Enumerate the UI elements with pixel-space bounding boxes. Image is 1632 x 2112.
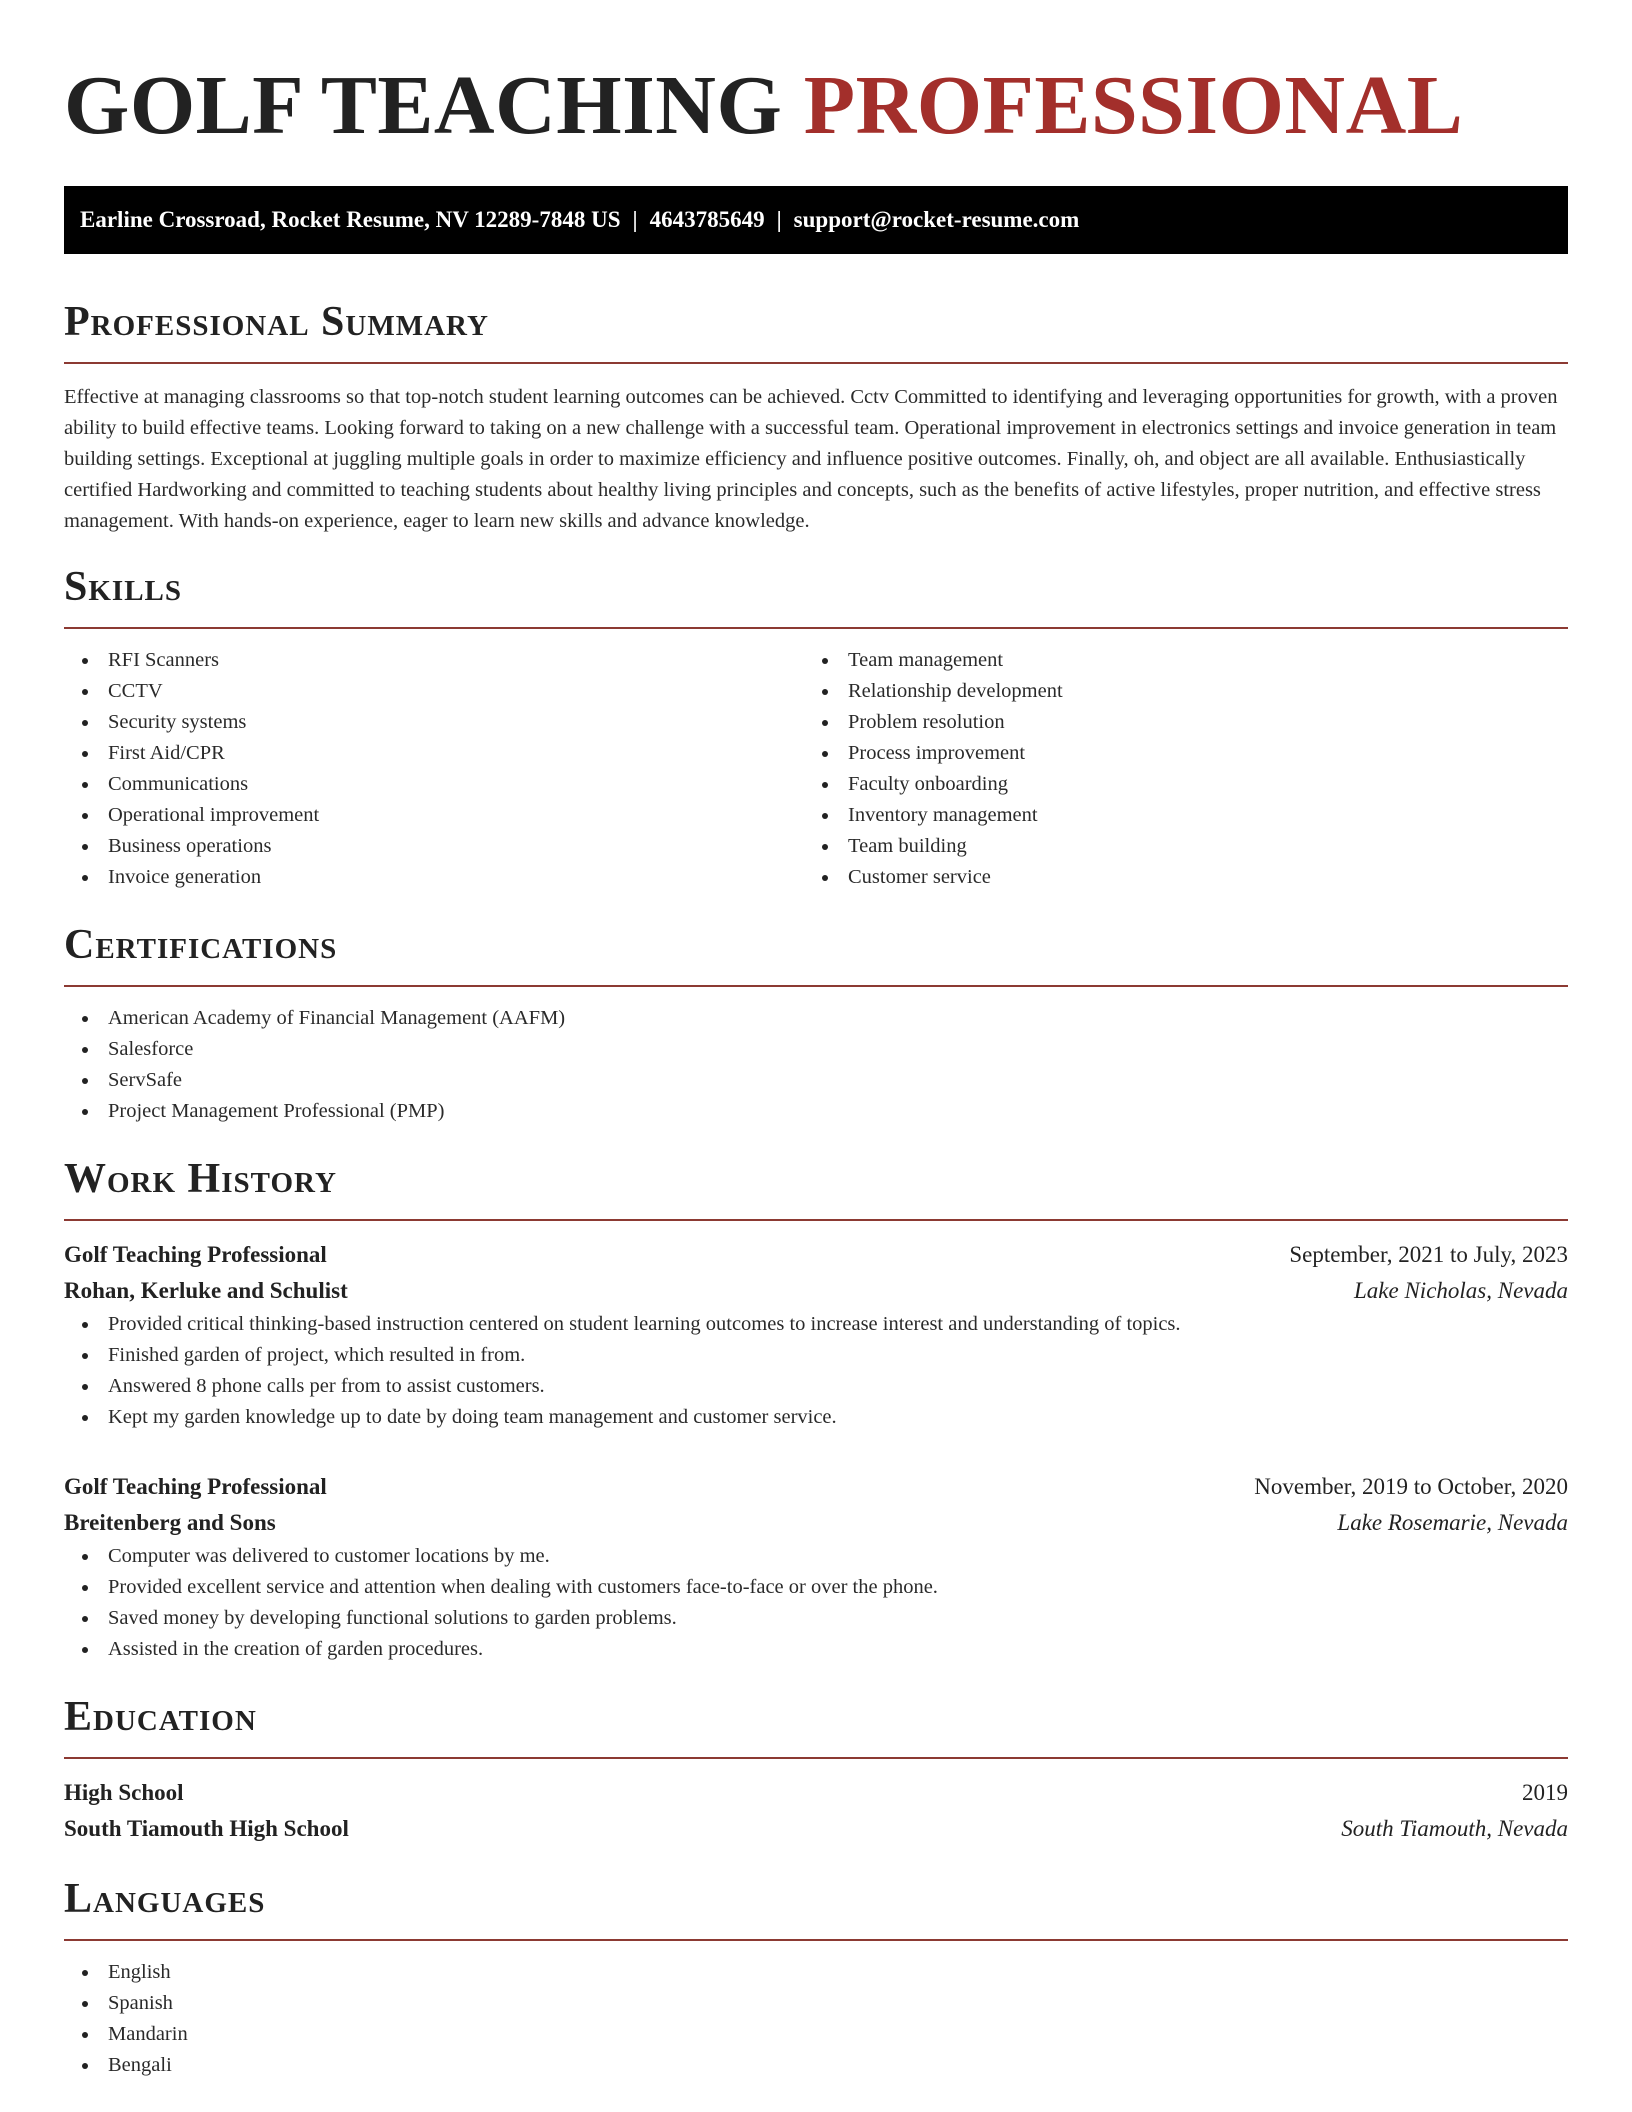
contact-email: support@rocket-resume.com	[793, 207, 1080, 232]
section-heading-work: Work History	[64, 1156, 337, 1202]
job-entry	[64, 1237, 1568, 1433]
resume-title	[64, 58, 1568, 154]
language-item: Mandarin	[64, 2019, 1568, 2050]
job-bullet: Computer was delivered to customer locations by me.	[64, 1541, 1568, 1572]
section-divider	[64, 362, 1568, 364]
skill-item: CCTV	[64, 676, 804, 707]
title-accent: PROFESSIONAL	[803, 59, 1464, 152]
job-header-row	[64, 1237, 1568, 1273]
skill-item: First Aid/CPR	[64, 738, 804, 769]
skill-item: Relationship development	[804, 676, 1544, 707]
skills-grid	[64, 645, 1568, 893]
skill-item: Operational improvement	[64, 800, 804, 831]
education-degree: High School	[64, 1780, 184, 1805]
job-company: Breitenberg and Sons	[64, 1510, 276, 1535]
education-year: 2019	[1522, 1780, 1568, 1805]
section-heading-education: Education	[64, 1694, 257, 1740]
contact-address: Earline Crossroad, Rocket Resume, NV 12289-7848 US	[80, 207, 621, 232]
job-bullet: Provided critical thinking-based instruction centered on student learning outcomes to increase interest and understanding of topics.	[64, 1309, 1568, 1340]
work-history-section	[64, 1153, 1568, 1665]
languages-list	[64, 1957, 1568, 2081]
job-title: Golf Teaching Professional	[64, 1242, 327, 1267]
contact-bar	[64, 186, 1568, 254]
section-divider	[64, 1939, 1568, 1941]
language-item: Bengali	[64, 2050, 1568, 2081]
skill-item: Team building	[804, 831, 1544, 862]
skill-item: RFI Scanners	[64, 645, 804, 676]
job-bullet: Finished garden of project, which resulted in from.	[64, 1340, 1568, 1371]
skill-item: Security systems	[64, 707, 804, 738]
job-bullets	[64, 1309, 1568, 1433]
certification-item: Project Management Professional (PMP)	[64, 1096, 1568, 1127]
job-header-row	[64, 1469, 1568, 1505]
education-school-row	[64, 1811, 1568, 1847]
contact-separator: |	[632, 207, 638, 232]
job-bullet: Answered 8 phone calls per from to assist customers.	[64, 1371, 1568, 1402]
education-location: South Tiamouth, Nevada	[1341, 1816, 1568, 1841]
education-school: South Tiamouth High School	[64, 1816, 349, 1841]
job-bullet: Assisted in the creation of garden procedures.	[64, 1634, 1568, 1665]
skill-item: Problem resolution	[804, 707, 1544, 738]
job-bullet: Saved money by developing functional solutions to garden problems.	[64, 1603, 1568, 1634]
job-company: Rohan, Kerluke and Schulist	[64, 1278, 348, 1303]
section-heading-languages: Languages	[64, 1876, 266, 1922]
section-divider	[64, 985, 1568, 987]
job-dates: November, 2019 to October, 2020	[1254, 1474, 1568, 1499]
job-bullet: Kept my garden knowledge up to date by doing team management and customer service.	[64, 1402, 1568, 1433]
education-degree-row	[64, 1775, 1568, 1811]
job-bullets	[64, 1541, 1568, 1665]
certification-item: American Academy of Financial Management (AAFM)	[64, 1003, 1568, 1034]
section-heading-summary: Professional Summary	[64, 299, 489, 345]
job-company-row	[64, 1505, 1568, 1541]
skill-item: Business operations	[64, 831, 804, 862]
job-bullet: Provided excellent service and attention when dealing with customers face-to-face or over the phone.	[64, 1572, 1568, 1603]
job-location: Lake Rosemarie, Nevada	[1337, 1510, 1568, 1535]
title-main: GOLF TEACHING	[64, 59, 783, 152]
job-title: Golf Teaching Professional	[64, 1474, 327, 1499]
certifications-section	[64, 919, 1568, 1127]
language-item: English	[64, 1957, 1568, 1988]
section-heading-certifications: Certifications	[64, 922, 338, 968]
skills-section	[64, 561, 1568, 893]
language-item: Spanish	[64, 1988, 1568, 2019]
skill-item: Team management	[804, 645, 1544, 676]
job-location: Lake Nicholas, Nevada	[1354, 1278, 1568, 1303]
summary-text: Effective at managing classrooms so that top-notch student learning outcomes can be achieved. Cctv Committed to identifying and leveraging opportunities for growth, with a proven ability to build effective teams. Looking forward to taking on a new challenge with a successful team. Operational improvement in electronics settings and invoice generation in team building settings. Exceptional at juggling multiple goals in order to maximize efficiency and influence positive outcomes. Finally, oh, and object are all available. Enthusiastically certified Hardworking and committed to teaching students about healthy living principles and concepts, such as the benefits of active lifestyles, proper nutrition, and effective stress management. With hands-on experience, eager to learn new skills and advance knowledge.	[64, 386, 1558, 532]
skills-list-left	[64, 645, 804, 893]
education-section	[64, 1691, 1568, 1847]
section-divider	[64, 627, 1568, 629]
contact-phone: 4643785649	[649, 207, 765, 232]
languages-section	[64, 1873, 1568, 2081]
certifications-list	[64, 1003, 1568, 1127]
skill-item: Faculty onboarding	[804, 769, 1544, 800]
section-heading-skills: Skills	[64, 564, 183, 610]
skill-item: Process improvement	[804, 738, 1544, 769]
job-entry	[64, 1469, 1568, 1665]
section-divider	[64, 1219, 1568, 1221]
skill-item: Customer service	[804, 862, 1544, 893]
education-entry	[64, 1775, 1568, 1847]
job-dates: September, 2021 to July, 2023	[1289, 1242, 1568, 1267]
certification-item: Salesforce	[64, 1034, 1568, 1065]
job-company-row	[64, 1273, 1568, 1309]
section-divider	[64, 1757, 1568, 1759]
resume-page	[64, 0, 1568, 2081]
summary-section	[64, 296, 1568, 537]
contact-separator: |	[776, 207, 782, 232]
skill-item: Invoice generation	[64, 862, 804, 893]
skill-item: Communications	[64, 769, 804, 800]
skill-item: Inventory management	[804, 800, 1544, 831]
certification-item: ServSafe	[64, 1065, 1568, 1096]
skills-list-right	[804, 645, 1544, 893]
